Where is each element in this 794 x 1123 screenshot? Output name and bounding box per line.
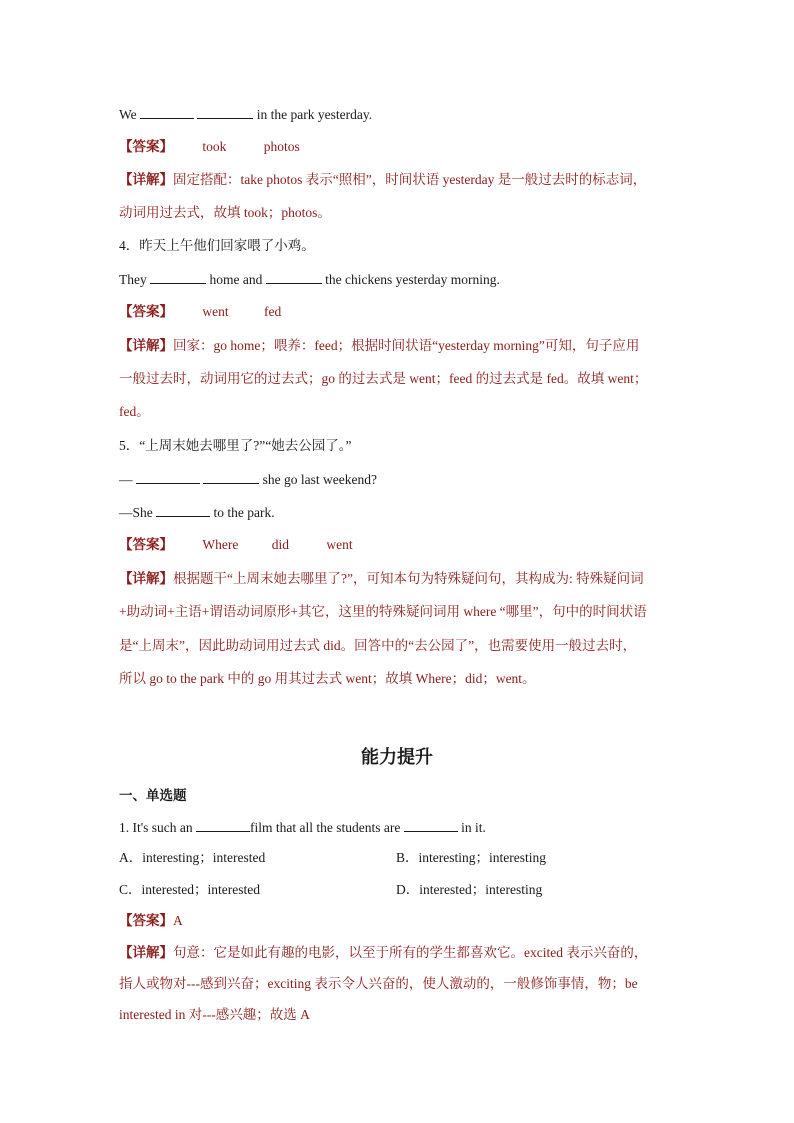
- q5-sentence-1: [119, 469, 734, 490]
- answer-value: went: [326, 537, 353, 552]
- detail-text: 动词用过去式，故填 took；photos。: [119, 205, 331, 220]
- detail-text: interested in 对---感兴趣；故选 A: [119, 1007, 310, 1022]
- detail-text: 固定搭配：take photos 表示“照相”，时间状语 yesterday 是一般过去时的标志词，: [173, 172, 647, 187]
- blank: [150, 269, 206, 284]
- blank: [140, 104, 194, 119]
- q5-detail-line-4: [119, 669, 734, 689]
- answer-label: 【答案】: [119, 139, 173, 154]
- answer-label: 【答案】: [119, 913, 173, 928]
- sentence-text: We: [119, 107, 137, 122]
- sentence-text: to the park.: [213, 505, 275, 520]
- q3-detail-line-1: [119, 170, 734, 190]
- mcq1-detail-line-2: [119, 974, 734, 994]
- q5-answer: [119, 535, 734, 555]
- sentence-text: —She: [119, 505, 153, 520]
- mcq1-option-a: A．interesting；interested: [119, 850, 266, 865]
- stem-text: film that all the students are: [250, 820, 401, 835]
- detail-label: 【详解】: [119, 945, 173, 960]
- detail-label: 【详解】: [119, 571, 173, 586]
- mcq1-stem: [119, 817, 734, 838]
- mcq1-answer: [119, 911, 734, 931]
- answer-value: A: [173, 913, 183, 928]
- answer-label: 【答案】: [119, 537, 173, 552]
- q4-answer: [119, 302, 734, 322]
- sentence-text: —: [119, 472, 133, 487]
- stem-text: 1. It's such an: [119, 820, 193, 835]
- answer-value: did: [271, 537, 289, 552]
- detail-text: 一般过去时，动词用它的过去式；go 的过去式是 went；feed 的过去式是 fed。故填 went；: [119, 371, 648, 386]
- detail-text: fed。: [119, 404, 150, 419]
- answer-value: fed: [264, 304, 282, 319]
- blank: [203, 469, 259, 484]
- detail-text: 句意：它是如此有趣的电影，以至于所有的学生都喜欢它。excited 表示兴奋的，: [173, 945, 648, 960]
- mcq1-detail-line-3: [119, 1005, 734, 1025]
- mcq1-option-d: D．interested；interesting: [396, 882, 543, 897]
- detail-label: 【详解】: [119, 338, 173, 353]
- detail-text: +助动词+主语+谓语动词原形+其它，这里的特殊疑问词用 where “哪里”，句中的时间状语: [119, 604, 647, 619]
- answer-value: went: [202, 304, 229, 319]
- detail-text: 根据题干“上周末她去哪里了?”，可知本句为特殊疑问句，其构成为: 特殊疑问词: [173, 571, 644, 586]
- stem-text: in it.: [461, 820, 486, 835]
- answer-value: Where: [202, 537, 239, 552]
- q3-answer: [119, 137, 734, 157]
- blank: [156, 502, 210, 517]
- q5-detail-line-2: [119, 602, 734, 622]
- q4-sentence: [119, 269, 734, 290]
- q5-detail-line-3: [119, 636, 734, 656]
- detail-text: 指人或物对---感到兴奋；exciting 表示令人兴奋的，使人激动的，一般修饰事情，物；be: [119, 976, 638, 991]
- q4-prompt: 4．昨天上午他们回家喂了小鸡。: [119, 238, 315, 253]
- sentence-text: home and: [209, 272, 263, 287]
- blank: [266, 269, 322, 284]
- answer-label: 【答案】: [119, 304, 173, 319]
- blank: [197, 104, 253, 119]
- blank: [404, 817, 458, 832]
- sentence-text: she go last weekend?: [262, 472, 377, 487]
- detail-label: 【详解】: [119, 172, 173, 187]
- mcq1-detail-line-1: [119, 943, 734, 963]
- answer-value: photos: [263, 139, 300, 154]
- blank: [136, 469, 200, 484]
- q5-detail-line-1: [119, 569, 734, 589]
- q4-detail-line-3: [119, 402, 734, 422]
- detail-text: 所以 go to the park 中的 go 用其过去式 went；故填 Where；did；went。: [119, 671, 536, 686]
- detail-text: 是“上周末”，因此助动词用过去式 did。回答中的“去公园了”，也需要使用一般过去时，: [119, 638, 637, 653]
- q3-sentence: [119, 104, 734, 125]
- sentence-text: the chickens yesterday morning.: [325, 272, 500, 287]
- mcq1-option-c: C．interested；interested: [119, 882, 260, 897]
- detail-text: 回家：go home；喂养：feed；根据时间状语“yesterday morning”可知，句子应用: [173, 338, 640, 353]
- sentence-text: in the park yesterday.: [256, 107, 373, 122]
- q4-detail-line-2: [119, 369, 734, 389]
- mcq1-option-b: B．interesting；interesting: [396, 850, 546, 865]
- q5-prompt: 5．“上周末她去哪里了?”“她去公园了。”: [119, 438, 352, 453]
- q3-detail-line-2: [119, 203, 734, 223]
- q5-sentence-2: [119, 502, 734, 523]
- blank: [196, 817, 250, 832]
- q4-detail-line-1: [119, 336, 734, 356]
- sentence-text: They: [119, 272, 147, 287]
- answer-value: took: [202, 139, 227, 154]
- subsection-title: 一、单选题: [119, 788, 187, 803]
- section-title: 能力提升: [361, 747, 433, 767]
